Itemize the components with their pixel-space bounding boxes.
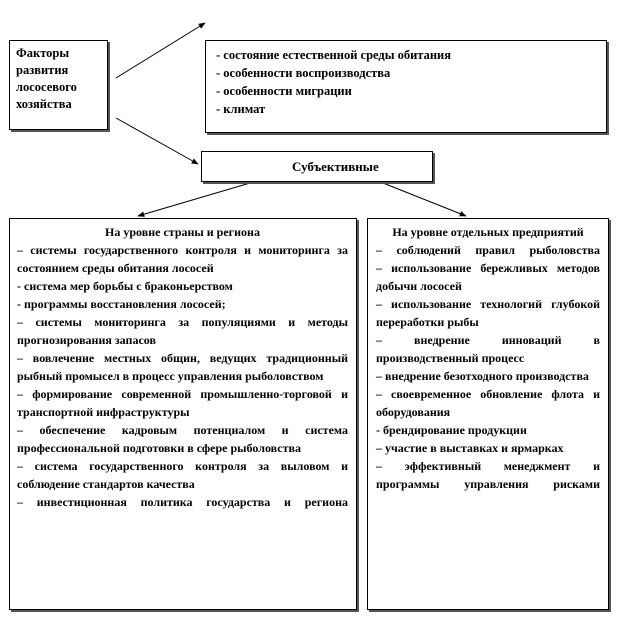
enterprise-box bbox=[367, 218, 609, 610]
enterprise-item: – внедрение инноваций в производственный процесс bbox=[376, 333, 600, 365]
factors-title: Факторы развития лососевого хозяйства bbox=[16, 46, 77, 111]
arrow-to-objective bbox=[116, 23, 205, 78]
country-item: – обеспечение кадровым потенциалом и система профессиональной подготовки в сфере рыболовства bbox=[17, 423, 348, 455]
arrow-to-enterprise bbox=[383, 183, 466, 216]
country-region-box bbox=[9, 218, 357, 610]
enterprise-item: – своевременное обновление флота и оборудования bbox=[376, 387, 600, 419]
natural-item: - особенности воспроизводства bbox=[216, 66, 391, 80]
country-item: – инвестиционная политика государства и региона bbox=[17, 495, 348, 509]
natural-factors-box bbox=[205, 40, 607, 133]
factors-box bbox=[9, 40, 108, 130]
arrow-to-country bbox=[138, 183, 250, 216]
natural-item: - особенности миграции bbox=[216, 84, 352, 98]
country-item: – системы мониторинга за популяциями и методы прогнозирования запасов bbox=[17, 315, 348, 347]
enterprise-item: – соблюдений правил рыболовства bbox=[376, 243, 600, 257]
arrow-to-subjective bbox=[116, 118, 198, 164]
enterprise-title: На уровне отдельных предприятий bbox=[392, 225, 584, 239]
country-item: – системы государственного контроля и мониторинга за состоянием среды обитания лососей bbox=[17, 243, 348, 275]
subjective-label: Субъективные bbox=[292, 159, 379, 174]
natural-item: - состояние естественной среды обитания bbox=[216, 48, 452, 62]
subjective-box bbox=[201, 151, 433, 182]
country-item: - система мер борьбы с браконьерством bbox=[17, 279, 233, 293]
country-item: – вовлечение местных общин, ведущих традиционный рыбный промысел в процесс управления рыболовством bbox=[17, 351, 348, 383]
enterprise-item: – внедрение безотходного производства bbox=[376, 369, 589, 383]
enterprise-item: - брендирование продукции bbox=[376, 423, 527, 437]
natural-item: - климат bbox=[216, 102, 266, 116]
enterprise-item: – использование технологий глубокой переработки рыбы bbox=[376, 297, 600, 329]
country-title: На уровне страны и региона bbox=[105, 225, 260, 239]
country-item: - программы восстановления лососей; bbox=[17, 297, 226, 311]
enterprise-item: – эффективный менеджмент и программы управления рисками bbox=[376, 459, 600, 491]
country-item: – формирование современной промышленно-торговой и транспортной инфраструктуры bbox=[17, 387, 348, 419]
country-item: – система государственного контроля за выловом и соблюдение стандартов качества bbox=[17, 459, 348, 491]
enterprise-item: – участие в выставках и ярмарках bbox=[376, 441, 564, 455]
enterprise-item: – использование бережливых методов добычи лососей bbox=[376, 261, 600, 293]
